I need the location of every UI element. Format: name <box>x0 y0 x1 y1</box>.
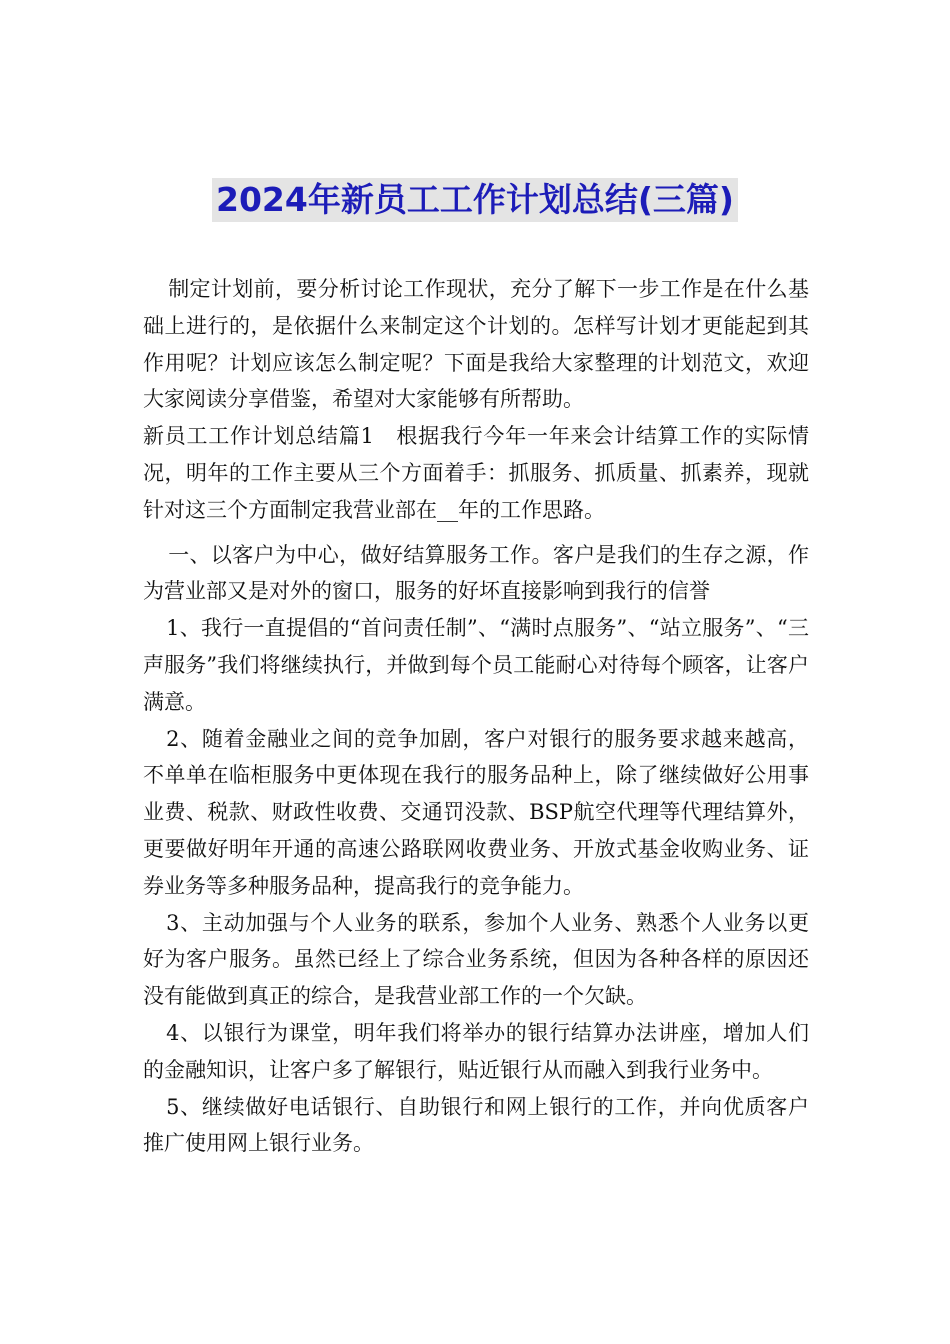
intro-paragraph: 制定计划前，要分析讨论工作现状，充分了解下一步工作是在什么基础上进行的，是依据什么来制定这个计划的。怎样写计划才更能起到其作用呢？计划应该怎么制定呢？下面是我给大家整理的计划范文，欢迎大家阅读分享借鉴，希望对大家能够有所帮助。 <box>143 277 809 412</box>
section-paragraph: 新员工工作计划总结篇1 根据我行今年一年来会计结算工作的实际情况，明年的工作主要从三个方面着手：抓服务、抓质量、抓素养，现就针对这三个方面制定我营业部在__年的工作思路。 <box>143 424 809 522</box>
item-paragraph-5: 5、继续做好电话银行、自助银行和网上银行的工作，并向优质客户推广使用网上银行业务。 <box>143 1094 809 1156</box>
document-title: 2024年新员工工作计划总结(三篇) <box>212 178 738 222</box>
heading-paragraph: 一、以客户为中心，做好结算服务工作。客户是我们的生存之源，作为营业部又是对外的窗口，服务的好坏直接影响到我行的信誉 <box>143 542 809 604</box>
item-paragraph-1: 1、我行一直提倡的“首问责任制”、“满时点服务”、“站立服务”、“三声服务”我们将继续执行，并做到每个员工能耐心对待每个顾客，让客户满意。 <box>143 616 809 714</box>
item-paragraph-2: 2、随着金融业之间的竞争加剧，客户对银行的服务要求越来越高，不单单在临柜服务中更体现在我行的服务品种上，除了继续做好公用事业费、税款、财政性收费、交通罚没款、BSP航空代理等代理结算外，更要做好明年开通的高速公路联网收费业务、开放式基金收购业务、证券业务等多种服务品种，提高我行的竞争能力。 <box>143 726 809 898</box>
item-paragraph-3: 3、主动加强与个人业务的联系，参加个人业务、熟悉个人业务以更好为客户服务。虽然已经上了综合业务系统，但因为各种各样的原因还没有能做到真正的综合，是我营业部工作的一个欠缺。 <box>143 910 809 1009</box>
title-container <box>0 178 950 222</box>
item-paragraph-4: 4、以银行为课堂，明年我们将举办的银行结算办法讲座，增加人们的金融知识，让客户多了解银行，贴近银行从而融入到我行业务中。 <box>143 1020 809 1082</box>
document-body <box>143 271 809 1162</box>
